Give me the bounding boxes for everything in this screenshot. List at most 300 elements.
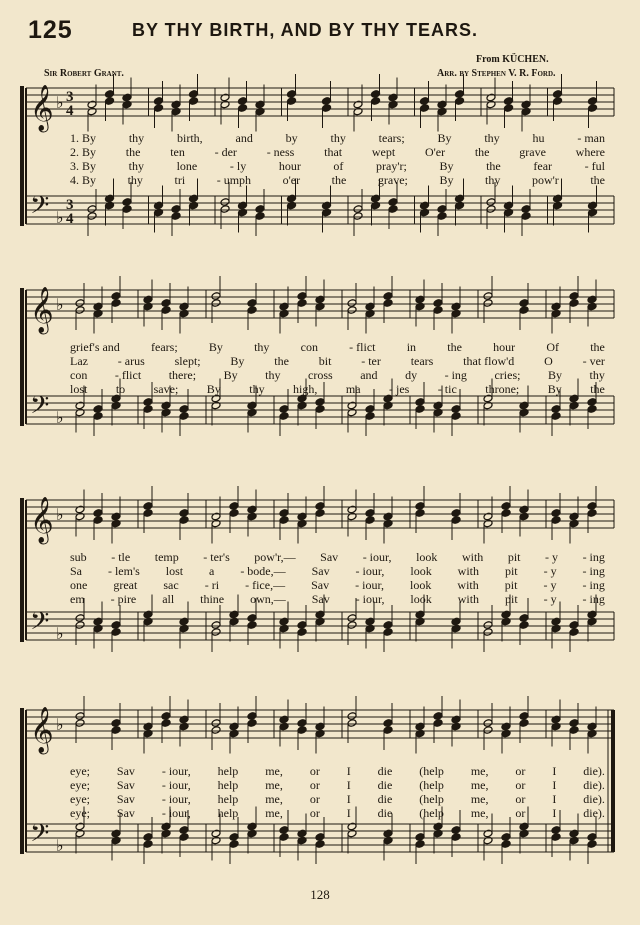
lyric-syllable: fears; [151,340,178,354]
lyric-line [70,159,605,173]
notehead [315,840,325,849]
time-signature: 3 [66,89,74,105]
lyric-syllable: throne; [485,382,520,396]
lyric-syllable: with [457,564,479,578]
lyric-syllable: - bode,— [240,564,286,578]
notehead [161,719,171,728]
lyric-syllable: by [285,131,298,145]
lyric-syllable: By [230,354,245,368]
lyric-syllable: the [590,382,605,396]
time-signature: 4 [66,211,74,227]
notehead [383,628,393,637]
bass-clef-icon: 𝄢 [30,607,50,642]
lyric-syllable: pit [507,550,521,564]
notehead [315,502,325,511]
notehead [220,205,230,214]
lyric-syllable: me, [265,792,283,806]
lyric-syllable: - ing [444,368,467,382]
lyric-syllable: eye; [70,792,90,806]
lyric-syllable: die [377,778,393,792]
bass-clef-icon: 𝄢 [30,819,50,854]
lyric-syllable: pow'r [531,173,559,187]
lyric-line [70,806,605,820]
lyric-syllable: Sav [311,578,330,592]
notehead [179,509,189,518]
notehead [588,97,598,106]
lyric-syllable: - iour, [355,578,384,592]
lyric-syllable: pow'r,— [254,550,296,564]
notehead [569,621,579,630]
lyric-syllable: that [324,145,343,159]
notehead [587,502,597,511]
notehead [122,198,132,207]
notehead [93,405,103,414]
notehead [383,719,393,728]
lyric-syllable: thine [200,592,225,606]
flat-sign-icon: ♭ [56,208,64,227]
lyric-syllable: - y [545,550,559,564]
notehead [87,205,97,214]
notehead [483,621,493,630]
notehead [279,516,289,525]
lyric-line [70,564,605,578]
notehead [247,621,257,630]
notehead [501,502,511,511]
lyric-syllable: - ver [582,354,605,368]
flat-sign-icon: ♭ [56,295,64,314]
notehead [347,299,357,308]
notehead [569,628,579,637]
notehead [255,212,265,221]
notehead [143,840,153,849]
lyric-syllable: - lem's [107,564,140,578]
notehead [161,712,171,721]
lyric-syllable: the [590,173,605,187]
notehead [238,104,248,113]
lyric-syllable: I [552,764,557,778]
notehead [420,97,430,106]
lyric-syllable: great [113,578,138,592]
notehead [161,299,171,308]
notehead [519,712,529,721]
lyric-syllable: ten [170,145,185,159]
lyric-syllable: eye; [70,806,90,820]
lyric-syllable: thy [128,159,144,173]
lyric-syllable: or [309,778,320,792]
lyric-syllable: Sav [116,764,135,778]
lyric-syllable: tears; [378,131,405,145]
lyric-syllable: Of [546,340,559,354]
notehead [365,509,375,518]
lyric-syllable: thy [485,173,501,187]
notehead [297,292,307,301]
lyric-syllable: one [70,578,88,592]
lyric-syllable: I [346,792,351,806]
notehead [111,292,121,301]
notehead [415,833,425,842]
notehead [297,621,307,630]
lyric-syllable: tears [410,354,434,368]
lyric-syllable: or [515,792,526,806]
lyric-syllable: 3. By [70,159,97,173]
notehead [211,299,221,308]
notehead [171,212,181,221]
lyric-syllable: or [515,778,526,792]
notehead [238,97,248,106]
lyric-syllable: high, [293,382,318,396]
lyric-syllable: die). [583,764,605,778]
notehead [455,90,465,99]
lyric-syllable: thy [254,340,270,354]
notehead [255,205,265,214]
notehead [483,292,493,301]
lyric-syllable: the [274,354,289,368]
notehead [551,516,561,525]
lyric-syllable: - ter [361,354,381,368]
notehead [569,299,579,308]
notehead [322,104,332,113]
notehead [569,719,579,728]
notehead [551,833,561,842]
lyric-syllable: I [552,778,557,792]
lyric-syllable: eye; [70,764,90,778]
notehead [347,306,357,315]
notehead [247,306,257,315]
notehead [371,97,381,106]
notehead [433,719,443,728]
lyric-syllable: - tic [437,382,457,396]
lyric-syllable: - iour, [161,792,191,806]
lyric-syllable: own,— [250,592,286,606]
lyric-syllable: ma [345,382,361,396]
lyric-syllable: (help [419,778,444,792]
notehead [315,509,325,518]
lyric-line [70,778,605,792]
lyric-syllable: - iour, [355,564,385,578]
bass-clef-icon: 𝄢 [30,391,50,426]
notehead [365,405,375,414]
notehead [154,97,164,106]
lyric-syllable: Laz [70,354,88,368]
notehead [247,719,257,728]
notehead [451,826,461,835]
notehead [587,833,597,842]
notehead [322,97,332,106]
music-system-1 [0,74,640,249]
lyric-syllable: I [346,764,351,778]
text-author: Sir Robert Grant. [44,68,124,79]
lyric-syllable: - fice,— [245,578,286,592]
notehead [229,509,239,518]
notehead [211,726,221,735]
lyric-syllable: Sav [311,564,330,578]
lyric-syllable: - ly [229,159,247,173]
notehead [111,719,121,728]
lyric-line [70,764,605,778]
notehead [297,719,307,728]
notehead [415,509,425,518]
lyric-syllable: a [209,564,215,578]
lyric-syllable: - iour, [355,592,385,606]
notehead [87,212,97,221]
notehead [143,509,153,518]
lyric-syllable: hour [278,159,301,173]
lyric-syllable: - der [214,145,237,159]
lyric-syllable: with [457,592,480,606]
notehead [433,712,443,721]
lyric-syllable: me, [470,778,489,792]
notehead [220,198,230,207]
treble-clef-icon: 𝄞 [30,707,54,753]
flat-sign-icon: ♭ [56,408,64,427]
notehead [365,516,375,525]
lyric-syllable: die). [583,806,605,820]
notehead [501,840,511,849]
notehead [519,719,529,728]
notehead [287,97,297,106]
lyric-syllable: or [515,806,526,820]
lyric-syllable: By [439,159,454,173]
notehead [353,205,363,214]
notehead [383,621,393,630]
lyric-syllable: Sav [320,550,339,564]
notehead [587,398,597,407]
notehead [437,212,447,221]
notehead [388,205,398,214]
lyric-syllable: die). [583,778,605,792]
treble-clef-icon: 𝄞 [30,497,54,543]
lyric-syllable: - man [577,131,605,145]
lyric-syllable: By [223,368,238,382]
lyric-syllable: grave [519,145,546,159]
lyric-syllable: eye; [70,778,90,792]
lyric-syllable: grief's and [70,340,120,354]
notehead [383,726,393,735]
notehead [553,90,563,99]
lyric-syllable: look [410,592,432,606]
notehead [93,516,103,525]
lyric-syllable: the [125,145,141,159]
lyric-syllable: By [208,340,223,354]
bass-clef-icon: 𝄢 [30,191,50,226]
lyric-syllable: the [474,145,490,159]
lyric-syllable: em [70,592,85,606]
lyric-syllable: o'er [282,173,301,187]
notehead [297,299,307,308]
lyric-syllable: pray'r; [376,159,407,173]
notehead [315,833,325,842]
notehead [587,840,597,849]
notehead [143,502,153,511]
notehead [551,405,561,414]
notehead [521,212,531,221]
notehead [433,299,443,308]
lyric-syllable: thy [127,173,143,187]
lyric-syllable: me, [265,764,283,778]
page-number: 128 [310,887,330,902]
lyric-syllable: 4. By [70,173,97,187]
lyric-syllable: - jes [389,382,410,396]
notehead [519,614,529,623]
lyric-syllable: - tle [111,550,131,564]
notehead [179,833,189,842]
lyric-syllable: thy [249,382,265,396]
notehead [347,621,357,630]
lyric-syllable: look [410,564,432,578]
lyric-line [70,354,605,368]
arranger-credit: Arr. by Stephen V. R. Ford. [437,68,556,79]
notehead [179,412,189,421]
lyric-syllable: sub [70,550,87,564]
lyric-syllable: help [217,792,239,806]
lyric-syllable: grave; [377,173,408,187]
lyric-syllable: the [447,340,462,354]
lyric-syllable: die [377,764,393,778]
notehead [143,833,153,842]
notehead [111,726,121,735]
notehead [315,398,325,407]
lyric-line [70,382,605,396]
notehead [171,205,181,214]
notehead [189,90,199,99]
notehead [451,405,461,414]
treble-clef-icon: 𝄞 [30,85,54,131]
notehead [569,292,579,301]
notehead [451,509,461,518]
lyric-syllable: there; [168,368,197,382]
lyric-syllable: thy [265,368,281,382]
lyric-syllable: sac [163,578,179,592]
flat-sign-icon: ♭ [56,93,64,112]
lyric-syllable: - umph [216,173,252,187]
lyric-line [70,550,605,564]
lyric-line [70,578,605,592]
notehead [521,205,531,214]
notehead [483,628,493,637]
lyric-line [70,368,605,382]
lyric-syllable: I [346,778,351,792]
lyric-syllable: thy [484,131,500,145]
notehead [347,719,357,728]
lyric-syllable: 2. By [70,145,97,159]
notehead [211,621,221,630]
notehead [415,502,425,511]
lyric-syllable: I [552,792,557,806]
notehead [75,306,85,315]
lyric-line [70,131,605,145]
lyric-syllable: - ing [582,564,605,578]
lyric-syllable: Sav [116,792,135,806]
lyric-line [70,340,605,354]
lyric-line [70,173,605,187]
treble-clef-icon: 𝄞 [30,287,54,333]
lyric-syllable: die). [583,792,605,806]
lyric-syllable: to [115,382,126,396]
lyric-syllable: - iour, [161,778,191,792]
lyric-syllable: the [486,159,501,173]
lyric-syllable: (help [419,792,444,806]
music-system-2 [0,276,640,446]
notehead [279,412,289,421]
lyric-syllable: - flict [114,368,142,382]
notehead [143,398,153,407]
lyric-syllable: I [346,806,351,820]
lyric-syllable: - ful [584,159,605,173]
lyric-syllable: the [590,340,605,354]
lyric-syllable: with [457,578,479,592]
lyric-syllable: die [377,792,393,806]
lyric-syllable: Sav [311,592,330,606]
lyric-syllable: - ter's [203,550,230,564]
notehead [587,405,597,414]
notehead [111,628,121,637]
notehead [75,614,85,623]
lyric-syllable: or [309,806,320,820]
notehead [179,826,189,835]
notehead [437,205,447,214]
lyric-syllable: - pire [110,592,137,606]
lyric-syllable: bit [318,354,332,368]
notehead [297,726,307,735]
lyric-syllable: Sa [70,564,82,578]
lyric-syllable: - y [543,578,557,592]
lyric-syllable: thy [589,368,605,382]
lyric-syllable: me, [470,764,489,778]
music-system-4 [0,696,640,884]
notehead [247,299,257,308]
notehead [451,833,461,842]
notehead [154,104,164,113]
lyric-syllable: cries; [494,368,521,382]
notehead [247,712,257,721]
lyric-syllable: By [439,173,454,187]
lyric-syllable: (help [419,764,444,778]
notehead [287,90,297,99]
notehead [451,516,461,525]
lyric-line [70,592,605,606]
lyric-syllable: wept [371,145,396,159]
notehead [551,826,561,835]
lyric-syllable: lost [70,382,88,396]
notehead [75,621,85,630]
lyric-syllable: By [437,131,452,145]
notehead [483,726,493,735]
lyric-syllable: and [235,131,253,145]
lyric-syllable: dy [405,368,418,382]
notehead [388,198,398,207]
lyric-syllable: O'er [424,145,446,159]
lyric-syllable: - y [543,592,557,606]
notehead [433,306,443,315]
notehead [75,712,85,721]
lyric-syllable: thy [128,131,145,145]
lyric-syllable: temp [154,550,179,564]
notehead [229,502,239,511]
notehead [247,614,257,623]
lyric-syllable: with [461,550,484,564]
notehead [189,97,199,106]
notehead [451,412,461,421]
notehead [315,405,325,414]
music-system-3 [0,486,640,668]
notehead [211,292,221,301]
lyric-syllable: look [410,578,432,592]
lyric-syllable: me, [470,792,489,806]
notehead [75,719,85,728]
notehead [111,621,121,630]
notehead [501,509,511,518]
notehead [504,97,514,106]
